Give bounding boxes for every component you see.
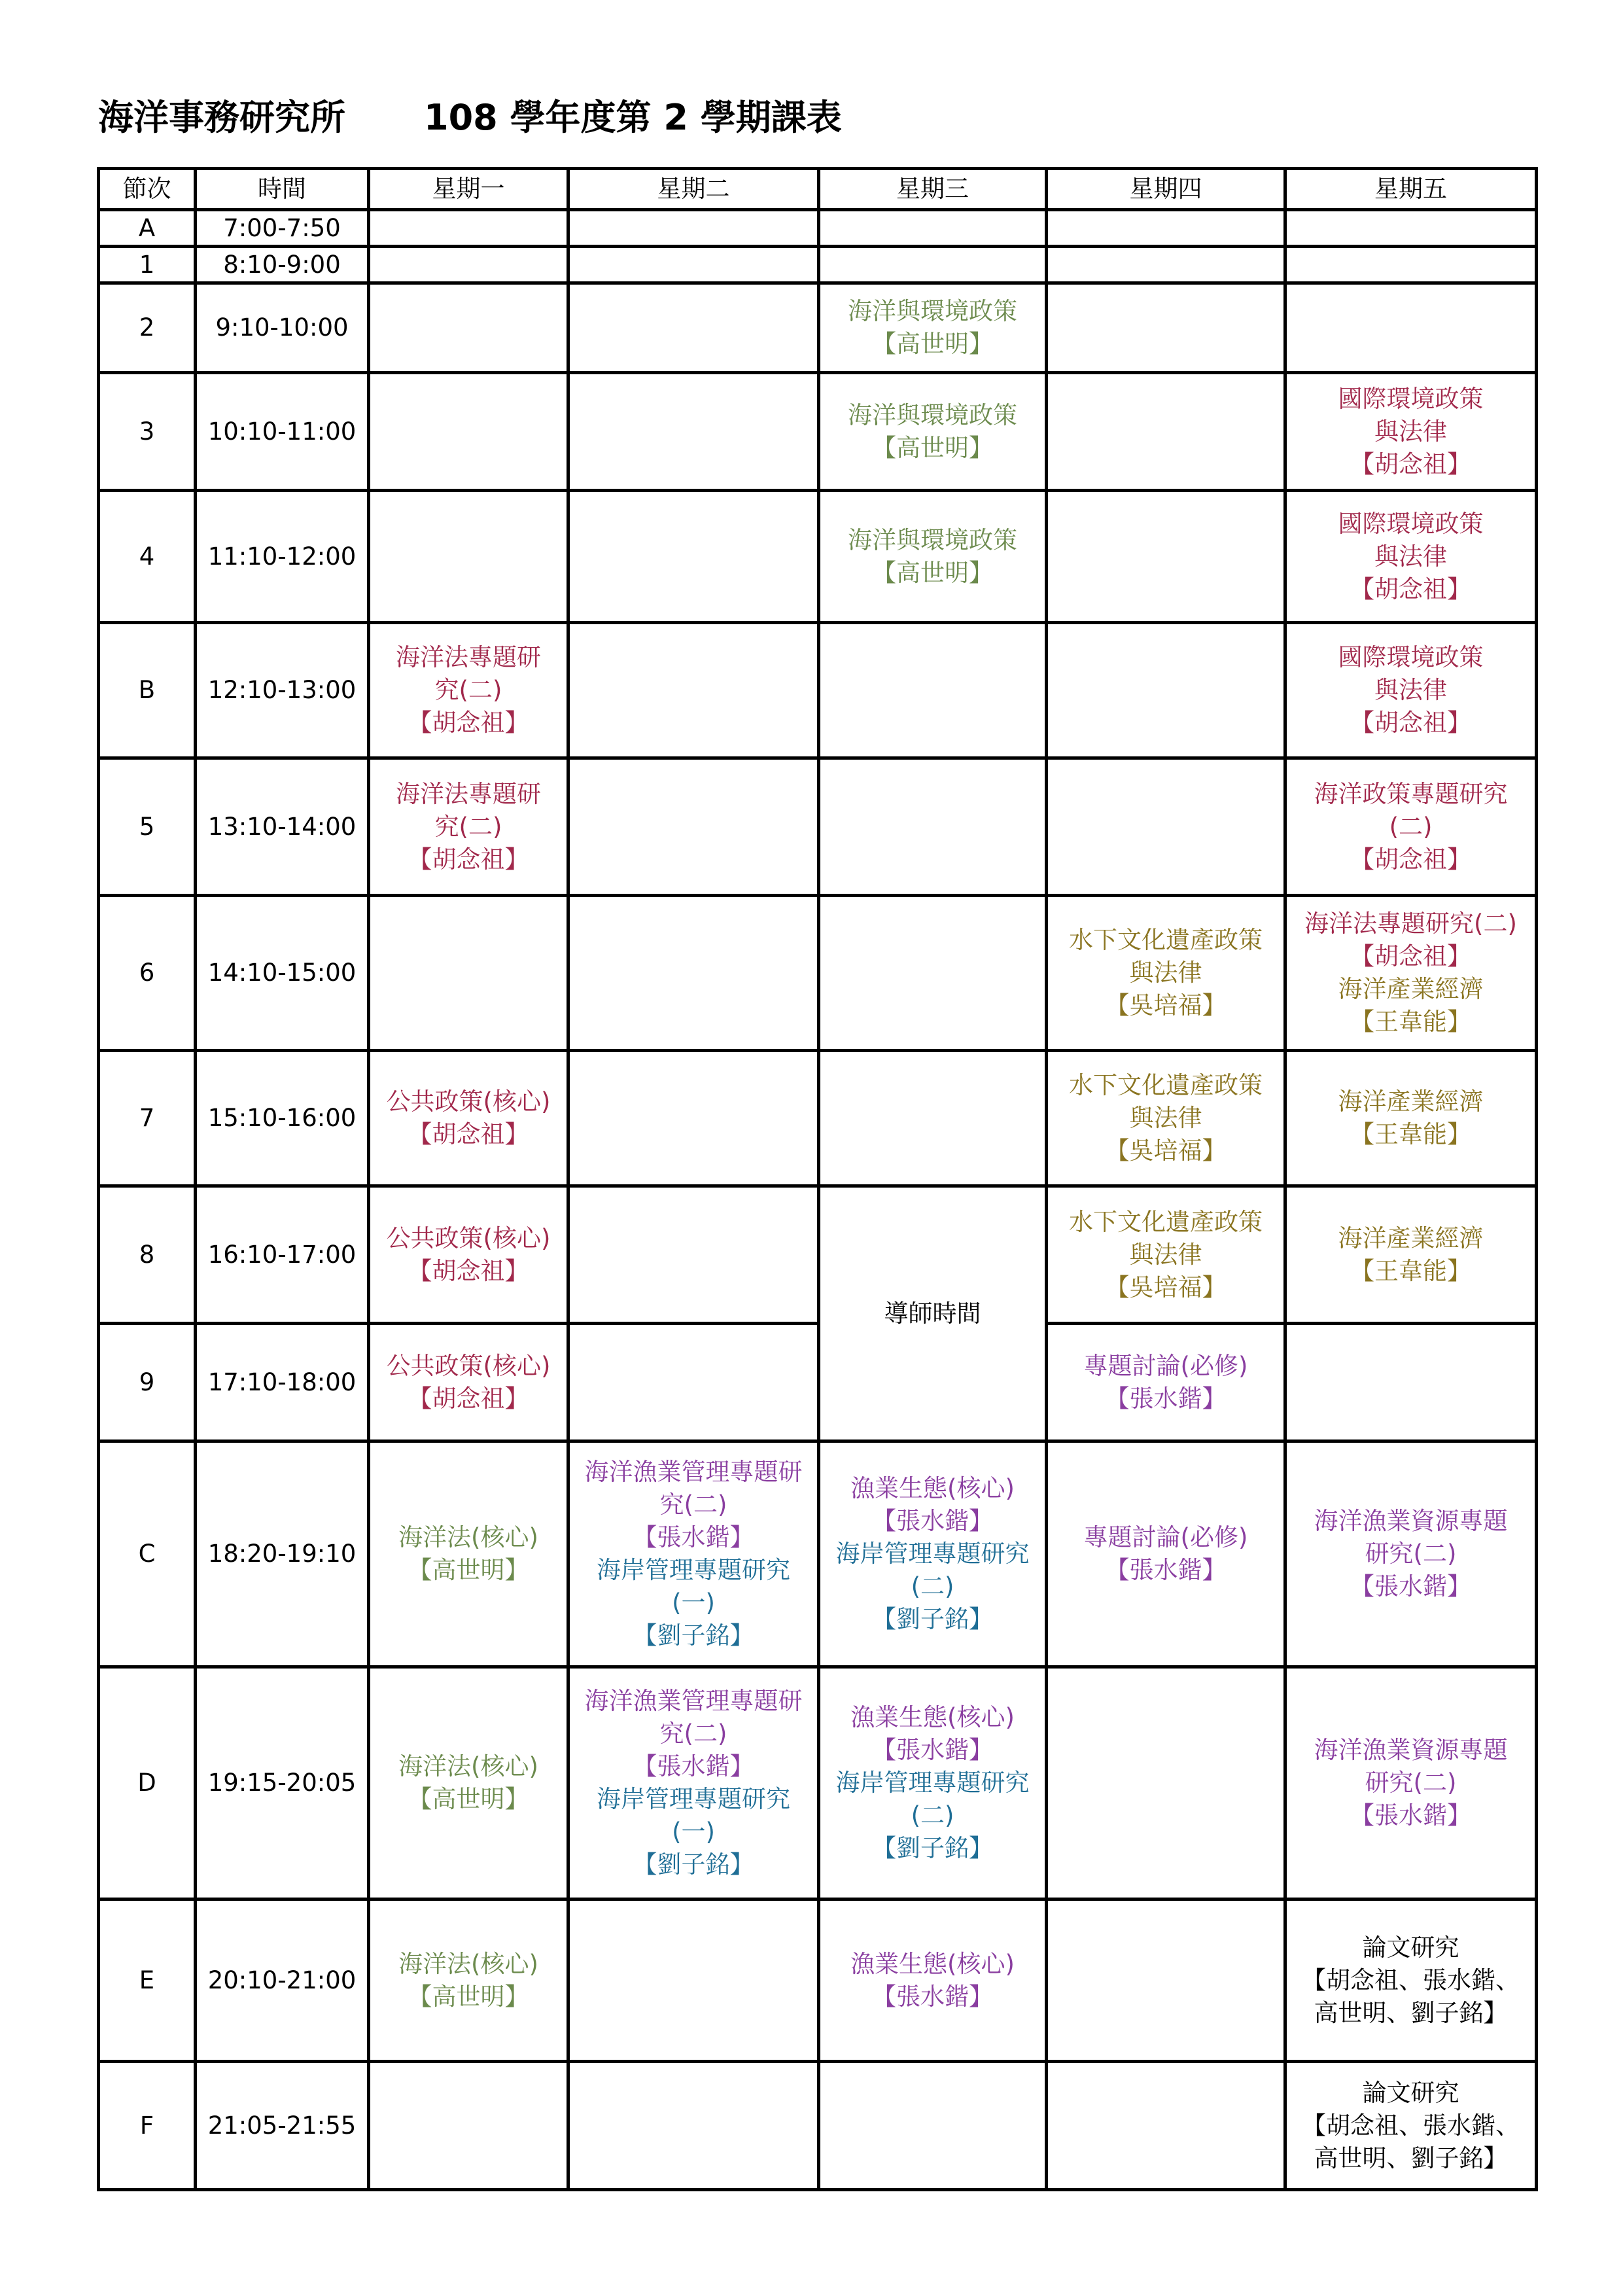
course-text-line: 公共政策(核心): [386, 1351, 551, 1380]
table-row: [99, 210, 1537, 247]
course-text-line: 海洋產業經濟: [1338, 975, 1484, 1003]
course-cell: [1285, 623, 1537, 758]
course-cell: [1285, 758, 1537, 896]
course-entry: [1291, 908, 1531, 973]
course-cell: [819, 491, 1047, 623]
empty-cell: [568, 1186, 819, 1324]
time-cell: 10:10-11:00: [196, 373, 369, 491]
course-text-line: 【胡念祖、張水鍇、: [1302, 1966, 1520, 1994]
course-text-line: 與法律: [1129, 1240, 1202, 1269]
course-text-line: (二): [1389, 812, 1433, 841]
table-row: [99, 1667, 1537, 1899]
course-text-line: 海洋法專題研究(二): [1304, 910, 1517, 938]
course-cell: [1285, 1899, 1537, 2062]
course-entry: [824, 399, 1041, 465]
course-entry: [1052, 1350, 1280, 1415]
course-cell: [369, 1324, 568, 1441]
empty-cell: [568, 623, 819, 758]
course-text-line: 海洋漁業管理專題研: [584, 1458, 803, 1486]
mentor-time-cell: [819, 1186, 1047, 1441]
course-text-line: (二): [911, 1801, 954, 1829]
period-cell: 9: [99, 1324, 196, 1441]
time-cell: 16:10-17:00: [196, 1186, 369, 1324]
time-cell: 19:15-20:05: [196, 1667, 369, 1899]
course-text-line: 海洋法專題研: [396, 779, 541, 808]
course-cell: [568, 1441, 819, 1667]
course-text-line: 與法律: [1374, 542, 1447, 571]
course-text-line: 【胡念祖】: [1350, 709, 1471, 737]
course-text-line: 【劉子銘】: [872, 1605, 993, 1633]
period-cell: 4: [99, 491, 196, 623]
table-row: [99, 623, 1537, 758]
course-cell: [1285, 1441, 1537, 1667]
course-text-line: 海洋產業經濟: [1338, 1224, 1484, 1252]
course-text-line: 【王韋能】: [1350, 1008, 1471, 1036]
course-entry: [574, 1685, 813, 1783]
course-text-line: 究(二): [434, 676, 502, 704]
course-text-line: 【王韋能】: [1350, 1256, 1471, 1285]
course-entry: [1291, 1734, 1531, 1832]
course-text-line: 【高世明】: [408, 1785, 529, 1813]
course-entry: [374, 1222, 563, 1288]
course-entry: [374, 1350, 563, 1415]
course-text-line: 【劉子銘】: [633, 1621, 754, 1650]
course-cell: [1047, 1186, 1285, 1324]
course-entry: [824, 1948, 1041, 2013]
empty-cell: [1047, 210, 1285, 247]
course-cell: [568, 1667, 819, 1899]
course-text-line: 與法律: [1129, 1104, 1202, 1132]
period-cell: C: [99, 1441, 196, 1667]
course-text-line: 【張水鍇】: [1350, 1572, 1471, 1600]
course-text-line: 【劉子銘】: [633, 1850, 754, 1879]
empty-cell: [568, 896, 819, 1051]
empty-cell: [568, 491, 819, 623]
course-text-line: 漁業生態(核心): [850, 1474, 1015, 1502]
course-entry: [374, 778, 563, 876]
course-text-line: 海洋漁業管理專題研: [584, 1687, 803, 1715]
course-text-line: 究(二): [659, 1720, 727, 1748]
header-tue: 星期二: [568, 169, 819, 210]
course-text-line: 【胡念祖】: [408, 1120, 529, 1148]
period-cell: 3: [99, 373, 196, 491]
empty-cell: [369, 283, 568, 373]
course-entry: [1291, 383, 1531, 481]
course-cell: [369, 1667, 568, 1899]
table-row: [99, 1441, 1537, 1667]
course-text-line: 國際環境政策: [1338, 509, 1484, 538]
course-cell: [369, 758, 568, 896]
course-cell: [1047, 1324, 1285, 1441]
time-cell: 12:10-13:00: [196, 623, 369, 758]
empty-cell: [1047, 1899, 1285, 2062]
course-entry: [1052, 1521, 1280, 1587]
course-text-line: 公共政策(核心): [386, 1224, 551, 1252]
course-entry: [824, 1472, 1041, 1538]
course-entry: [1052, 1069, 1280, 1167]
empty-cell: [568, 210, 819, 247]
course-text-line: 【張水鍇】: [872, 1507, 993, 1535]
period-cell: 7: [99, 1051, 196, 1186]
course-text-line: 研究(二): [1365, 1540, 1457, 1568]
course-text-line: 水下文化遺產政策: [1069, 926, 1263, 954]
course-entry: [824, 524, 1041, 590]
course-text-line: 論文研究: [1362, 2078, 1459, 2107]
empty-cell: [1047, 1667, 1285, 1899]
period-cell: 1: [99, 247, 196, 283]
course-text-line: 海洋法(核心): [398, 1523, 538, 1551]
course-text-line: 【高世明】: [872, 558, 993, 587]
course-cell: [1285, 1186, 1537, 1324]
empty-cell: [1047, 2062, 1285, 2190]
course-entry: [1291, 1086, 1531, 1151]
empty-cell: [1285, 247, 1537, 283]
course-text-line: 【胡念祖】: [1350, 574, 1471, 603]
time-cell: 8:10-9:00: [196, 247, 369, 283]
empty-cell: [1047, 247, 1285, 283]
empty-cell: [369, 2062, 568, 2190]
period-cell: B: [99, 623, 196, 758]
empty-cell: [568, 283, 819, 373]
empty-cell: [568, 2062, 819, 2190]
course-text-line: 【吳培福】: [1105, 1273, 1227, 1301]
empty-cell: [1285, 210, 1537, 247]
course-cell: [819, 283, 1047, 373]
schedule-table: [97, 167, 1538, 2191]
course-text-line: 海洋法(核心): [398, 1949, 538, 1978]
empty-cell: [1285, 283, 1537, 373]
course-entry: [824, 1538, 1041, 1636]
table-row: [99, 373, 1537, 491]
empty-cell: [819, 758, 1047, 896]
course-cell: [369, 1441, 568, 1667]
period-cell: F: [99, 2062, 196, 2190]
course-entry: [374, 1086, 563, 1151]
course-entry: [1291, 973, 1531, 1038]
course-text-line: 【張水鍇】: [1105, 1384, 1227, 1413]
table-row: [99, 283, 1537, 373]
course-text-line: 【胡念祖】: [408, 845, 529, 874]
course-text-line: 【張水鍇】: [1350, 1801, 1471, 1829]
course-text-line: 水下文化遺產政策: [1069, 1071, 1263, 1099]
empty-cell: [1047, 623, 1285, 758]
period-cell: 2: [99, 283, 196, 373]
semester-title: 108 學年度第 2 學期課表: [424, 97, 842, 138]
empty-cell: [819, 1051, 1047, 1186]
period-cell: 8: [99, 1186, 196, 1324]
empty-cell: [819, 896, 1047, 1051]
header-wed: 星期三: [819, 169, 1047, 210]
empty-cell: [369, 896, 568, 1051]
course-entry: [1291, 1932, 1531, 2030]
period-cell: E: [99, 1899, 196, 2062]
course-text-line: 海洋政策專題研究: [1314, 779, 1508, 808]
course-cell: [369, 623, 568, 758]
course-text-line: 海洋法專題研: [396, 643, 541, 671]
table-row: [99, 1051, 1537, 1186]
course-cell: [819, 373, 1047, 491]
course-text-line: 【高世明】: [872, 330, 993, 358]
course-text-line: 海洋與環境政策: [848, 297, 1017, 325]
course-cell: [1285, 1667, 1537, 1899]
course-entry: [1291, 508, 1531, 606]
header-mon: 星期一: [369, 169, 568, 210]
course-text-line: 海洋法(核心): [398, 1752, 538, 1780]
period-cell: 6: [99, 896, 196, 1051]
course-entry: [1291, 641, 1531, 739]
table-row: [99, 247, 1537, 283]
course-text-line: 【張水鍇】: [872, 1982, 993, 2011]
course-text-line: (一): [672, 1589, 715, 1617]
course-entry: [1291, 1222, 1531, 1288]
course-cell: [1285, 373, 1537, 491]
empty-cell: [1047, 373, 1285, 491]
course-text-line: 【張水鍇】: [1105, 1556, 1227, 1584]
empty-cell: [1285, 1324, 1537, 1441]
course-text-line: 【王韋能】: [1350, 1120, 1471, 1148]
course-cell: [1285, 896, 1537, 1051]
empty-cell: [1047, 758, 1285, 896]
course-text-line: 【高世明】: [408, 1556, 529, 1584]
course-text-line: 【高世明】: [872, 433, 993, 462]
page-title: [98, 88, 842, 147]
empty-cell: [568, 1051, 819, 1186]
table-row: [99, 491, 1537, 623]
course-text-line: 【張水鍇】: [633, 1752, 754, 1780]
course-entry: [824, 1767, 1041, 1865]
header-row: [99, 169, 1537, 210]
course-cell: [1047, 1051, 1285, 1186]
course-cell: [1047, 896, 1285, 1051]
time-cell: 11:10-12:00: [196, 491, 369, 623]
course-entry: [1052, 1206, 1280, 1304]
course-text-line: 海洋漁業資源專題: [1314, 1736, 1508, 1764]
empty-cell: [369, 491, 568, 623]
course-entry: [374, 1948, 563, 2013]
header-thu: 星期四: [1047, 169, 1285, 210]
empty-cell: [819, 2062, 1047, 2190]
course-entry: [1291, 2077, 1531, 2175]
course-cell: [819, 1667, 1047, 1899]
header-time: 時間: [196, 169, 369, 210]
course-text-line: 海岸管理專題研究: [835, 1769, 1030, 1797]
time-cell: 13:10-14:00: [196, 758, 369, 896]
course-text-line: 與法律: [1374, 417, 1447, 446]
empty-cell: [568, 247, 819, 283]
course-text-line: 【胡念祖】: [408, 1384, 529, 1413]
course-text-line: 海洋漁業資源專題: [1314, 1507, 1508, 1535]
course-cell: [819, 1899, 1047, 2062]
course-text-line: 海岸管理專題研究: [597, 1785, 790, 1813]
course-cell: [1285, 491, 1537, 623]
table-row: [99, 1899, 1537, 2062]
institute-name: 海洋事務研究所: [98, 97, 345, 138]
course-text-line: 【胡念祖、張水鍇、: [1302, 2111, 1520, 2140]
course-text-line: 公共政策(核心): [386, 1087, 551, 1116]
empty-cell: [819, 247, 1047, 283]
course-text-line: 專題討論(必修): [1083, 1351, 1248, 1380]
course-text-line: (一): [672, 1818, 715, 1846]
course-entry: [824, 1298, 1041, 1330]
empty-cell: [369, 210, 568, 247]
course-text-line: 海洋產業經濟: [1338, 1087, 1484, 1116]
course-text-line: 【胡念祖】: [1350, 450, 1471, 478]
table-row: [99, 2062, 1537, 2190]
course-text-line: 國際環境政策: [1338, 384, 1484, 413]
course-text-line: 【胡念祖】: [1350, 942, 1471, 970]
course-cell: [1047, 1441, 1285, 1667]
course-text-line: 【劉子銘】: [872, 1834, 993, 1862]
course-entry: [374, 641, 563, 739]
course-text-line: 水下文化遺產政策: [1069, 1207, 1263, 1236]
header-fri: 星期五: [1285, 169, 1537, 210]
course-text-line: 論文研究: [1362, 1933, 1459, 1962]
course-entry: [824, 295, 1041, 361]
table-row: [99, 1186, 1537, 1324]
course-text-line: 海洋與環境政策: [848, 525, 1017, 554]
course-text-line: 究(二): [659, 1491, 727, 1519]
time-cell: 18:20-19:10: [196, 1441, 369, 1667]
time-cell: 15:10-16:00: [196, 1051, 369, 1186]
empty-cell: [369, 247, 568, 283]
course-text-line: 漁業生態(核心): [850, 1703, 1015, 1731]
course-text-line: 與法律: [1129, 959, 1202, 987]
empty-cell: [819, 623, 1047, 758]
empty-cell: [568, 373, 819, 491]
empty-cell: [369, 373, 568, 491]
course-text-line: 【胡念祖】: [408, 1256, 529, 1285]
course-entry: [574, 1783, 813, 1881]
empty-cell: [568, 1324, 819, 1441]
course-text-line: 【張水鍇】: [633, 1523, 754, 1551]
time-cell: 20:10-21:00: [196, 1899, 369, 2062]
course-text-line: 漁業生態(核心): [850, 1949, 1015, 1978]
course-cell: [369, 1186, 568, 1324]
course-text-line: 【胡念祖】: [1350, 845, 1471, 874]
course-text-line: 導師時間: [884, 1299, 981, 1328]
course-text-line: 【吳培福】: [1105, 1137, 1227, 1165]
course-text-line: (二): [911, 1572, 954, 1600]
course-text-line: 【張水鍇】: [872, 1736, 993, 1764]
empty-cell: [1047, 283, 1285, 373]
empty-cell: [1047, 491, 1285, 623]
table-row: [99, 1324, 1537, 1441]
course-text-line: 高世明、劉子銘】: [1314, 1998, 1508, 2027]
course-text-line: 【胡念祖】: [408, 709, 529, 737]
course-text-line: 究(二): [434, 812, 502, 841]
course-entry: [824, 1701, 1041, 1767]
course-cell: [819, 1441, 1047, 1667]
course-entry: [1291, 1505, 1531, 1603]
course-entry: [574, 1554, 813, 1652]
course-text-line: 海岸管理專題研究: [835, 1540, 1030, 1568]
header-period: 節次: [99, 169, 196, 210]
time-cell: 9:10-10:00: [196, 283, 369, 373]
period-cell: D: [99, 1667, 196, 1899]
course-entry: [374, 1750, 563, 1816]
course-text-line: 海岸管理專題研究: [597, 1556, 790, 1584]
empty-cell: [819, 210, 1047, 247]
time-cell: 14:10-15:00: [196, 896, 369, 1051]
course-text-line: 【吳培福】: [1105, 991, 1227, 1019]
empty-cell: [568, 1899, 819, 2062]
table-row: [99, 896, 1537, 1051]
course-cell: [1285, 2062, 1537, 2190]
course-text-line: 海洋與環境政策: [848, 400, 1017, 429]
course-cell: [1285, 1051, 1537, 1186]
course-cell: [369, 1899, 568, 2062]
course-text-line: 與法律: [1374, 676, 1447, 704]
course-entry: [374, 1521, 563, 1587]
time-cell: 17:10-18:00: [196, 1324, 369, 1441]
period-cell: A: [99, 210, 196, 247]
course-text-line: 研究(二): [1365, 1769, 1457, 1797]
course-text-line: 【高世明】: [408, 1982, 529, 2011]
course-text-line: 專題討論(必修): [1083, 1523, 1248, 1551]
course-cell: [369, 1051, 568, 1186]
course-text-line: 國際環境政策: [1338, 643, 1484, 671]
course-text-line: 高世明、劉子銘】: [1314, 2144, 1508, 2172]
period-cell: 5: [99, 758, 196, 896]
course-entry: [1052, 924, 1280, 1022]
time-cell: 7:00-7:50: [196, 210, 369, 247]
time-cell: 21:05-21:55: [196, 2062, 369, 2190]
empty-cell: [568, 758, 819, 896]
table-row: [99, 758, 1537, 896]
course-entry: [574, 1456, 813, 1554]
course-entry: [1291, 778, 1531, 876]
